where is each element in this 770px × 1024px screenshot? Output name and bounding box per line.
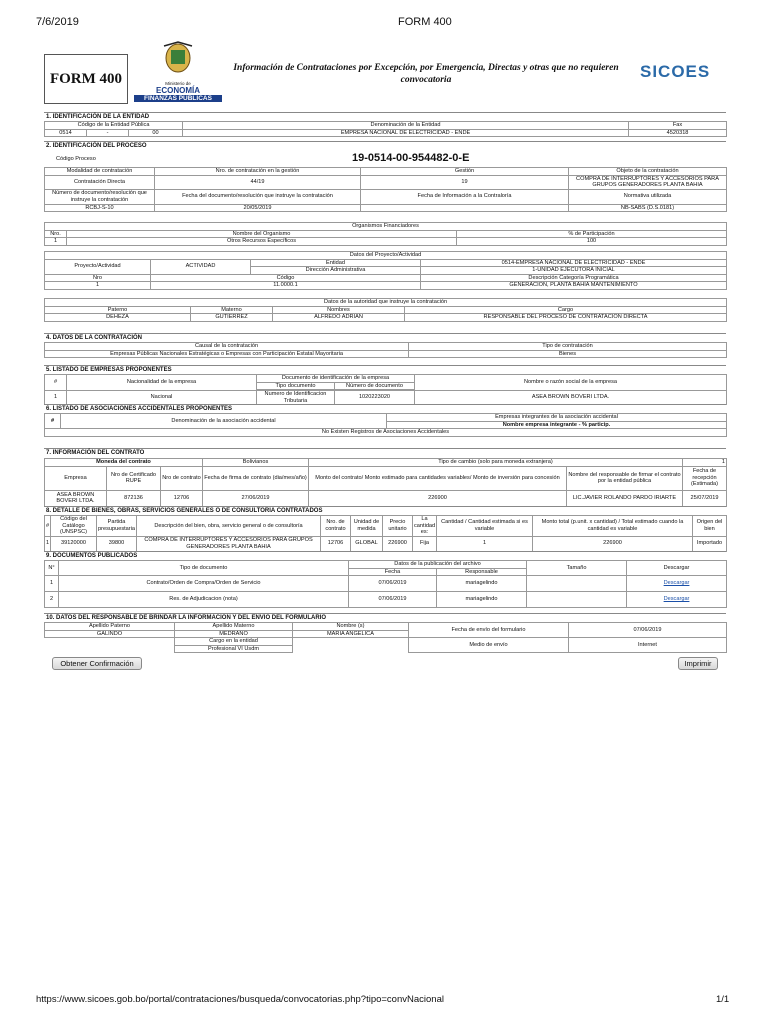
section-4-title: 4. DATOS DE LA CONTRATACIÓN [44,333,726,342]
doc-size [527,576,627,592]
bolivia-shield-icon [134,40,222,76]
h-doc-num: N° [45,561,59,576]
h-object: Objeto de la contratación [569,168,727,176]
direction: 1-UNIDAD EJECUTORA INICIAL [421,267,727,275]
section-6-title: 6. LISTADO DE ASOCIACIONES ACCIDENTALES PROPONENTES [44,404,726,413]
form-label: FORM 400 [49,71,123,87]
entity-code-sep: - [87,129,129,137]
contracting-table [44,342,727,358]
causal: Empresas Públicas Nacionales Estratégicas o Empresas con Participación Estatal Mayoritaria [45,350,409,358]
item-qtytype: Fija [413,536,437,551]
doc-resp: mariagelindo [437,576,527,592]
contract-number: 44/19 [155,175,361,189]
auth-materno: GUTIERREZ [191,314,273,322]
h-bidder-doc-number: Número de documento [335,382,415,390]
h-resp-nombre: Nombre (s) [293,623,409,631]
ministry-sub: FINANZAS PÚBLICAS [134,95,222,102]
contract-company: ASEA BROWN BOVERI LTDA. [45,490,107,506]
sicoes-logo-text: SICOES [640,62,711,81]
h-entity-code: Código de la Entidad Pública [45,122,183,130]
h-prog-nro: Nro [45,274,151,282]
h-doc-resp: Responsable [437,568,527,576]
assoc-none: No Existen Registros de Asociaciones Accidentales [45,429,727,437]
doc-date: 07/06/2019 [349,576,437,592]
h-item-desc: Descripción del bien, obra, servicio general o de consultoría [137,516,321,537]
item-total: 226900 [533,536,693,551]
authority-title: Datos de la autoridad que instruye la contratación [45,299,727,307]
h-modality: Modalidad de contratación [45,168,155,176]
entity-name: EMPRESA NACIONAL DE ELECTRICIDAD - ENDE [183,129,629,137]
h-resp-materno: Apellido Materno [175,623,293,631]
resp-nombre: MARIA ANGELICA [293,630,409,638]
info-date [361,204,569,212]
h-item-catalog: Código del Catálogo (UNSPSC) [51,516,97,537]
h-sign-date: Fecha de firma de contrato (dia/mes/año) [203,466,309,490]
h-funder-pct: % de Participación [457,230,727,238]
h-doc-date: Fecha [349,568,437,576]
h-item-contract: Nro. de contrato [321,516,351,537]
bidder-doc-type: Numero de Identificacion Tributaria [257,391,335,405]
lbl-project: Proyecto/Actividad [45,259,151,274]
h-doc-pub: Datos de la publicación del archivo [349,561,527,569]
project-title: Datos del Proyecto/Actividad [45,252,727,260]
h-funder-name: Nombre del Organismo [67,230,457,238]
section-10-title: 10. DATOS DEL RESPONSABLE DE BRINDAR LA INFORMACION Y DEL ENVIO DEL FORMULARIO [44,613,726,622]
h-contract-type: Tipo de contratación [409,343,727,351]
funder-nro: 1 [45,238,67,246]
entity-fax: 4520318 [629,129,727,137]
h-gestion: Gestión [361,168,569,176]
resp-cargo: Profesional VI Usdm [175,645,293,653]
h-entity: Entidad [251,259,421,267]
h-bidder-doc-type: Tipo documento [257,382,335,390]
auth-nombres: ALFREDO ADRIAN [273,314,405,322]
h-amount: Monto del contrato/ Monto estimado para cantidades variables/ Monto de inversión para concesión [309,466,567,490]
h-prog-desc: Descripción Categoría Programática [421,274,727,282]
doc-num: 2 [45,592,59,608]
entity-code-b: 00 [129,129,183,137]
h-send-medium: Medio de envío [409,638,569,653]
rupe: 872136 [107,490,161,506]
h-send-date: Fecha de envío del formulario [409,623,569,638]
auth-cargo: RESPONSABLE DEL PROCESO DE CONTRATACION DIRECTA [405,314,727,322]
gestion: 19 [361,175,569,189]
entity-code-a: 0514 [45,129,87,137]
funders-title: Organismos Financiadores [45,223,727,231]
doc-resp: mariagelindo [437,592,527,608]
norm: NB-SABS (D.S.0181) [569,204,727,212]
documents-table [44,560,727,608]
h-resp-paterno: Apellido Paterno [45,623,175,631]
item-desc: COMPRA DE INTERRUPTORES Y ACCESORIOS PARA GRUPOS GENERADORES PLANTA BAHIA [137,536,321,551]
item-origin: Importado [693,536,727,551]
entity: 0514-EMPRESA NACIONAL DE ELECTRICIDAD - ENDE [421,259,727,267]
exchange: 1 [683,459,727,467]
h-assoc-num: # [45,414,61,429]
h-doc: Número de documento/resolución que instruye la contratación [45,189,155,204]
h-item-partida: Partida presupuestaria [97,516,137,537]
project-val: ACTIVIDAD [151,259,251,274]
doc-size [527,592,627,608]
footer-page: 1/1 [716,994,730,1005]
h-info-date: Fecha de Información a la Contraloría [361,189,569,204]
resp-paterno: GALINDO [45,630,175,638]
section-8-title: 8. DETALLE DE BIENES, OBRAS, SERVICIOS GENERALES O DE CONSULTORIA CONTRATADOS [44,506,726,515]
footer-url: https://www.sicoes.gob.bo/portal/contrataciones/busqueda/convocatorias.php?tipo=convNacional [36,994,444,1005]
h-bidder-num: # [45,375,67,391]
modality: Contratación Directa [45,175,155,189]
section-7-title: 7. INFORMACIÓN DEL CONTRATO [44,448,726,457]
associations-table [44,413,727,437]
obtener-confirmacion-button[interactable]: Obtener Confirmación [52,657,142,670]
bidder-num: 1 [45,391,67,405]
signer: LIC.JAVIER ROLANDO PARDO IRIARTE [567,490,683,506]
process-code: 19-0514-00-954482-0-E [352,152,470,164]
download-link[interactable]: Descargar [627,592,727,608]
h-doc-download: Descargar [627,561,727,576]
h-auth-materno: Materno [191,306,273,314]
h-item-qty: Cantidad / Cantidad estimada si es variable [437,516,533,537]
h-fax: Fax [629,122,727,130]
item-qty: 1 [437,536,533,551]
amount: 226900 [309,490,567,506]
h-assoc-name: Denominación de la asociación accidental [61,414,387,429]
process-table [44,167,727,212]
item-catalog: 39120000 [51,536,97,551]
contract-nro: 12706 [161,490,203,506]
funder-name: Otros Recursos Específicos [67,238,457,246]
doc-type: Res. de Adjudicacion (nota) [59,592,349,608]
h-item-total: Monto total (p.unit. x cantidad) / Total estimado cuando la cantidad es variable [533,516,693,537]
object: COMPRA DE INTERRUPTORES Y ACCESORIOS PARA GRUPOS GENERADORES PLANTA BAHIA [569,175,727,189]
contract-info-table [44,458,727,507]
bidder-doc-number: 1020223020 [335,391,415,405]
prog-nro: 1 [45,282,151,290]
h-item-unit: Unidad de medida [351,516,383,537]
ministry-main: ECONOMÍA [156,86,200,95]
items-table [44,515,727,552]
prog-code: 11.0000.1 [151,282,421,290]
doc-date: 07/06/2019 [349,592,437,608]
funders-table [44,222,727,246]
form-label-box [44,54,128,104]
h-signer: Nombre del responsable de firmar el contrato por la entidad pública [567,466,683,490]
h-norm: Normativa utilizada [569,189,727,204]
section-1-title: 1. IDENTIFICACIÓN DE LA ENTIDAD [44,112,726,121]
reception: 25/07/2019 [683,490,727,506]
currency: Bolivianos [203,459,309,467]
imprimir-button[interactable]: Imprimir [678,657,718,670]
h-item-origin: Origen del bien [693,516,727,537]
h-causal: Causal de la contratación [45,343,409,351]
doc-date: 20/05/2019 [155,204,361,212]
doc-num: 1 [45,576,59,592]
bidders-table [44,374,727,405]
h-doc-type: Tipo de documento [59,561,349,576]
responsible-table [44,622,727,653]
h-rupe: Nro de Certificado RUPE [107,466,161,490]
item-contract: 12706 [321,536,351,551]
project-table [44,251,727,290]
h-item-num: # [45,516,51,537]
h-funder-nro: Nro. [45,230,67,238]
h-currency: Moneda del contrato [45,459,203,467]
item-partida: 39800 [97,536,137,551]
h-prog-code: Código [151,274,421,282]
print-title: FORM 400 [398,16,452,28]
h-auth-paterno: Paterno [45,306,191,314]
sign-date: 27/06/2019 [203,490,309,506]
section-2-title: 2. IDENTIFICACIÓN DEL PROCESO [44,141,726,150]
bidder-nationality: Nacional [67,391,257,405]
h-contract-company: Empresa [45,466,107,490]
section-9-title: 9. DOCUMENTOS PUBLICADOS [44,551,726,560]
auth-paterno: DEHEZA [45,314,191,322]
h-exchange: Tipo de cambio (solo para moneda extranjera) [309,459,683,467]
authority-table [44,298,727,322]
doc-type: Contrato/Orden de Compra/Orden de Servicio [59,576,349,592]
print-date: 7/6/2019 [36,16,79,28]
h-direction: Dirección Administrativa [251,267,421,275]
h-doc-size: Tamaño [527,561,627,576]
item-num: 1 [45,536,51,551]
bidder-name: ASEA BROWN BOVERI LTDA. [415,391,727,405]
resp-materno: MEDRANO [175,630,293,638]
doc: RCBJ-S-10 [45,204,155,212]
page-heading: Información de Contrataciones por Excepción, por Emergencia, Directas y otras que no requieren convocatoria [233,63,619,85]
h-contract-number: Nro. de contratación en la gestión [155,168,361,176]
contract-type: Bienes [409,350,727,358]
sicoes-logo [640,62,730,90]
h-item-price: Precio unitario [383,516,413,537]
h-assoc-members-pct: Nombre empresa integrante - % particip. [387,421,727,429]
h-bidder-nationality: Nacionalidad de la empresa [67,375,257,391]
h-auth-cargo: Cargo [405,306,727,314]
h-entity-name: Denominación de la Entidad [183,122,629,130]
entity-table [44,121,727,137]
prog-desc: GENERACION, PLANTA BAHIA MANTENIMIENTO [421,282,727,290]
ministry-logo [134,40,222,106]
lbl-process-code: Código Proceso [56,156,96,162]
h-bidder-name: Nombre o razón social de la empresa [415,375,727,391]
send-medium: Internet [569,638,727,653]
h-auth-nombres: Nombres [273,306,405,314]
h-assoc-members: Empresas integrantes de la asociación accidental [387,414,727,422]
item-unit: GLOBAL [351,536,383,551]
ministry-small: Ministerio de [165,81,191,86]
h-doc-date: Fecha del documento/resolución que instruye la contratación [155,189,361,204]
h-item-qtytype: La cantidad es: [414,516,436,536]
funder-pct: 100 [457,238,727,246]
send-date: 07/06/2019 [569,623,727,638]
section-5-title: 5. LISTADO DE EMPRESAS PROPONENTES [44,365,726,374]
h-resp-cargo: Cargo en la entidad [175,638,293,646]
item-price: 226900 [383,536,413,551]
download-link[interactable]: Descargar [627,576,727,592]
h-contract-nro: Nro de contrato [161,466,203,490]
h-reception: Fecha de recepción (Estimada) [683,466,727,490]
h-bidder-docid: Documento de identificación de la empresa [257,375,415,383]
